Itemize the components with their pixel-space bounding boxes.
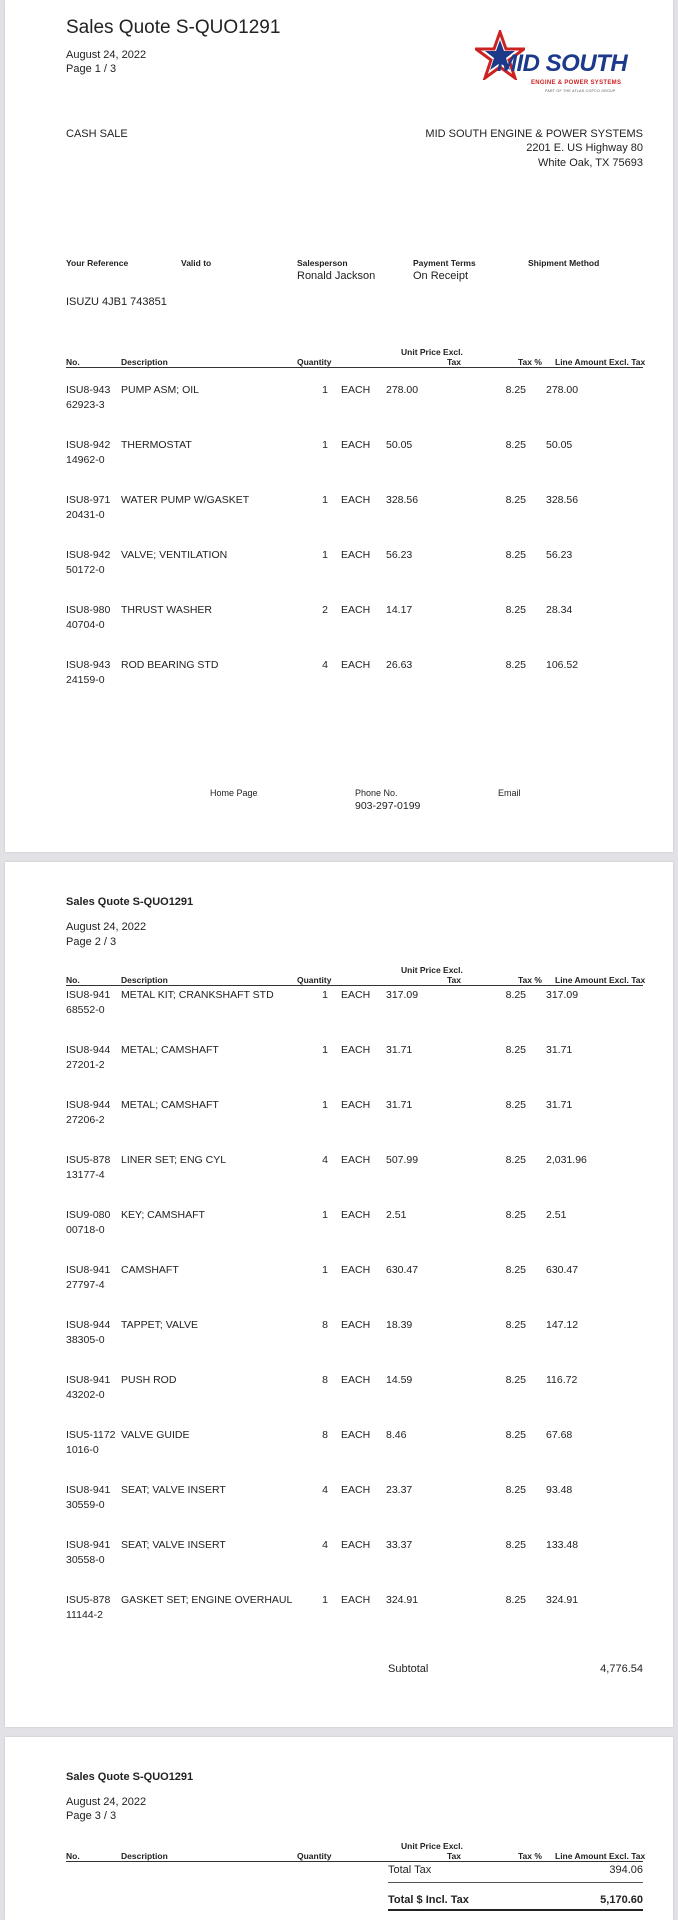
item-tax-percent: 8.25 — [505, 989, 526, 1001]
item-tax-percent: 8.25 — [505, 494, 526, 506]
item-tax-percent: 8.25 — [505, 439, 526, 451]
item-unit-price: 26.63 — [386, 659, 413, 671]
item-number: ISU9-08000718-0 — [66, 1209, 111, 1236]
item-unit: EACH — [341, 494, 371, 506]
item-number: ISU8-94130559-0 — [66, 1484, 111, 1511]
item-description: PUMP ASM; OIL — [121, 384, 199, 396]
item-number: ISU8-94130558-0 — [66, 1539, 111, 1566]
document-title: Sales Quote S-QUO1291 — [66, 17, 281, 38]
item-line-amount: 133.48 — [546, 1539, 579, 1551]
item-tax-percent: 8.25 — [505, 1154, 526, 1166]
item-line-amount: 328.56 — [546, 494, 579, 506]
document-date: August 24, 2022 — [66, 1796, 147, 1808]
item-unit: EACH — [341, 659, 371, 671]
item-quantity: 4 — [322, 1154, 328, 1166]
company-name: MID SOUTH ENGINE & POWER SYSTEMS — [425, 128, 643, 140]
item-unit: EACH — [341, 1374, 371, 1386]
item-description: WATER PUMP W/GASKET — [121, 494, 250, 506]
item-description: THERMOSTAT — [121, 439, 192, 451]
item-unit-price: 324.91 — [386, 1594, 419, 1606]
item-quantity: 8 — [322, 1319, 328, 1331]
quantity-header: Quantity — [297, 357, 332, 367]
header-rule — [66, 1861, 643, 1862]
item-tax-percent: 8.25 — [505, 1539, 526, 1551]
item-quantity: 4 — [322, 1484, 328, 1496]
item-tax-percent: 8.25 — [505, 1594, 526, 1606]
document-date: August 24, 2022 — [66, 49, 147, 61]
item-unit-price: 2.51 — [386, 1209, 407, 1221]
item-description: CAMSHAFT — [121, 1264, 179, 1276]
phone-value: 903-297-0199 — [355, 800, 421, 812]
item-tax-percent: 8.25 — [505, 1484, 526, 1496]
item-quantity: 1 — [322, 1099, 328, 1111]
item-unit: EACH — [341, 549, 371, 561]
item-quantity: 1 — [322, 384, 328, 396]
item-line-amount: 56.23 — [546, 549, 573, 561]
item-unit: EACH — [341, 604, 371, 616]
item-quantity: 1 — [322, 439, 328, 451]
item-quantity: 8 — [322, 1374, 328, 1386]
item-unit-price: 23.37 — [386, 1484, 413, 1496]
quote-page-3 — [5, 1737, 673, 1920]
item-number: ISU8-98040704-0 — [66, 604, 111, 631]
item-unit-price: 18.39 — [386, 1319, 413, 1331]
item-unit-price: 507.99 — [386, 1154, 419, 1166]
description-header: Description — [121, 357, 168, 367]
item-number: ISU8-94168552-0 — [66, 989, 111, 1016]
header-rule — [66, 985, 643, 986]
item-unit: EACH — [341, 1264, 371, 1276]
line-amount-header: Line Amount Excl. Tax — [555, 1851, 646, 1861]
unit-price-header-line1: Unit Price Excl. — [401, 1841, 463, 1851]
item-description: KEY; CAMSHAFT — [121, 1209, 205, 1221]
item-unit: EACH — [341, 1044, 371, 1056]
item-number: ISU8-97120431-0 — [66, 494, 111, 521]
item-unit: EACH — [341, 1429, 371, 1441]
your-reference-label: Your Reference — [66, 258, 129, 268]
logo-name: MID SOUTH — [497, 50, 628, 77]
item-quantity: 1 — [322, 1264, 328, 1276]
customer-label: CASH SALE — [66, 128, 128, 140]
logo-tagline: PART OF THE ATLAS COPCO GROUP — [545, 89, 616, 93]
item-unit-price: 31.71 — [386, 1044, 413, 1056]
item-line-amount: 50.05 — [546, 439, 573, 451]
item-quantity: 1 — [322, 1594, 328, 1606]
salesperson-value: Ronald Jackson — [297, 270, 376, 282]
item-quantity: 8 — [322, 1429, 328, 1441]
item-number: ISU5-11721016-0 — [66, 1429, 116, 1456]
item-description: GASKET SET; ENGINE OVERHAUL — [121, 1594, 293, 1606]
unit-price-header-line1: Unit Price Excl. — [401, 965, 463, 975]
item-line-amount: 31.71 — [546, 1099, 573, 1111]
no-header: No. — [66, 1851, 80, 1861]
item-quantity: 4 — [322, 659, 328, 671]
item-tax-percent: 8.25 — [505, 1209, 526, 1221]
document-title: Sales Quote S-QUO1291 — [66, 896, 194, 908]
item-description: VALVE GUIDE — [121, 1429, 190, 1441]
item-line-amount: 317.09 — [546, 989, 579, 1001]
grand-total-value: 5,170.60 — [600, 1894, 643, 1906]
tax-pct-header: Tax % — [518, 975, 542, 985]
item-tax-percent: 8.25 — [505, 1044, 526, 1056]
item-description: LINER SET; ENG CYL — [121, 1154, 227, 1166]
item-unit-price: 14.17 — [386, 604, 413, 616]
valid-to-label: Valid to — [181, 258, 212, 268]
total-tax-value: 394.06 — [609, 1864, 643, 1876]
item-tax-percent: 8.25 — [505, 549, 526, 561]
item-unit: EACH — [341, 1539, 371, 1551]
company-address-line1: 2201 E. US Highway 80 — [526, 142, 643, 154]
item-unit: EACH — [341, 1209, 371, 1221]
item-number: ISU8-94250172-0 — [66, 549, 111, 576]
item-line-amount: 278.00 — [546, 384, 579, 396]
unit-price-header-line2: Tax — [447, 357, 462, 367]
logo-subtitle: ENGINE & POWER SYSTEMS — [531, 80, 622, 86]
item-line-amount: 93.48 — [546, 1484, 573, 1496]
item-unit-price: 630.47 — [386, 1264, 419, 1276]
line-amount-header: Line Amount Excl. Tax — [555, 975, 646, 985]
email-label: Email — [498, 788, 521, 798]
item-line-amount: 2.51 — [546, 1209, 567, 1221]
item-unit: EACH — [341, 989, 371, 1001]
item-number: ISU5-87813177-4 — [66, 1154, 111, 1181]
item-description: TAPPET; VALVE — [121, 1319, 199, 1331]
page-number: Page 3 / 3 — [66, 1810, 117, 1822]
no-header: No. — [66, 975, 80, 985]
item-unit-price: 328.56 — [386, 494, 419, 506]
item-description: THRUST WASHER — [121, 604, 213, 616]
grand-total-label: Total $ Incl. Tax — [388, 1894, 469, 1906]
item-unit-price: 56.23 — [386, 549, 413, 561]
item-line-amount: 324.91 — [546, 1594, 579, 1606]
item-unit: EACH — [341, 1319, 371, 1331]
item-description: PUSH ROD — [121, 1374, 177, 1386]
item-unit-price: 33.37 — [386, 1539, 413, 1551]
item-description: METAL; CAMSHAFT — [121, 1099, 219, 1111]
subtotal-value: 4,776.54 — [600, 1663, 643, 1675]
quote-page-1 — [5, 0, 673, 852]
item-number: ISU5-87811144-2 — [66, 1594, 111, 1621]
payment-terms-value: On Receipt — [413, 270, 469, 282]
item-unit-price: 278.00 — [386, 384, 419, 396]
item-unit-price: 8.46 — [386, 1429, 407, 1441]
unit-price-header-line2: Tax — [447, 1851, 462, 1861]
unit-price-header-line1: Unit Price Excl. — [401, 347, 463, 357]
no-header: No. — [66, 357, 80, 367]
item-quantity: 4 — [322, 1539, 328, 1551]
item-unit: EACH — [341, 384, 371, 396]
quantity-header: Quantity — [297, 975, 332, 985]
item-unit-price: 14.59 — [386, 1374, 413, 1386]
item-description: VALVE; VENTILATION — [121, 549, 228, 561]
item-number: ISU8-94127797-4 — [66, 1264, 111, 1291]
item-description: SEAT; VALVE INSERT — [121, 1484, 226, 1496]
tax-pct-header: Tax % — [518, 1851, 542, 1861]
item-number: ISU8-94427201-2 — [66, 1044, 111, 1071]
item-tax-percent: 8.25 — [505, 384, 526, 396]
item-line-amount: 630.47 — [546, 1264, 579, 1276]
item-line-amount: 28.34 — [546, 604, 573, 616]
shipment-method-label: Shipment Method — [528, 258, 600, 268]
item-tax-percent: 8.25 — [505, 604, 526, 616]
subtotal-label: Subtotal — [388, 1663, 429, 1675]
item-tax-percent: 8.25 — [505, 1099, 526, 1111]
item-unit: EACH — [341, 1099, 371, 1111]
unit-price-header-line2: Tax — [447, 975, 462, 985]
item-unit-price: 31.71 — [386, 1099, 413, 1111]
page-number: Page 1 / 3 — [66, 63, 117, 75]
item-unit-price: 317.09 — [386, 989, 419, 1001]
item-unit: EACH — [341, 1594, 371, 1606]
description-header: Description — [121, 1851, 168, 1861]
item-number: ISU8-94143202-0 — [66, 1374, 111, 1401]
line-amount-header: Line Amount Excl. Tax — [555, 357, 646, 367]
item-line-amount: 31.71 — [546, 1044, 573, 1056]
item-number: ISU8-94438305-0 — [66, 1319, 111, 1346]
item-unit: EACH — [341, 1154, 371, 1166]
item-line-amount: 147.12 — [546, 1319, 579, 1331]
item-description: SEAT; VALVE INSERT — [121, 1539, 226, 1551]
item-tax-percent: 8.25 — [505, 1374, 526, 1386]
quantity-header: Quantity — [297, 1851, 332, 1861]
item-line-amount: 2,031.96 — [546, 1154, 587, 1166]
item-number: ISU8-94362923-3 — [66, 384, 111, 411]
item-quantity: 1 — [322, 1209, 328, 1221]
item-tax-percent: 8.25 — [505, 1264, 526, 1276]
tax-pct-header: Tax % — [518, 357, 542, 367]
item-description: METAL; CAMSHAFT — [121, 1044, 219, 1056]
home-page-label: Home Page — [210, 788, 258, 798]
document-title: Sales Quote S-QUO1291 — [66, 1771, 194, 1783]
payment-terms-label: Payment Terms — [413, 258, 476, 268]
quote-page-2 — [5, 862, 673, 1727]
item-tax-percent: 8.25 — [505, 1429, 526, 1441]
item-quantity: 1 — [322, 1044, 328, 1056]
item-quantity: 1 — [322, 549, 328, 561]
item-line-amount: 67.68 — [546, 1429, 573, 1441]
item-line-amount: 106.52 — [546, 659, 579, 671]
item-number: ISU8-94324159-0 — [66, 659, 111, 686]
total-tax-label: Total Tax — [388, 1864, 432, 1876]
item-tax-percent: 8.25 — [505, 1319, 526, 1331]
description-header: Description — [121, 975, 168, 985]
item-description: ROD BEARING STD — [121, 659, 219, 671]
item-line-amount: 116.72 — [546, 1374, 578, 1386]
item-number: ISU8-94427206-2 — [66, 1099, 111, 1126]
salesperson-label: Salesperson — [297, 258, 348, 268]
item-tax-percent: 8.25 — [505, 659, 526, 671]
phone-label: Phone No. — [355, 788, 398, 798]
item-number: ISU8-94214962-0 — [66, 439, 111, 466]
item-quantity: 2 — [322, 604, 328, 616]
item-unit: EACH — [341, 1484, 371, 1496]
page-number: Page 2 / 3 — [66, 936, 117, 948]
company-address-line2: White Oak, TX 75693 — [538, 157, 643, 169]
company-logo — [475, 28, 635, 96]
item-quantity: 1 — [322, 989, 328, 1001]
item-description: METAL KIT; CRANKSHAFT STD — [121, 989, 274, 1001]
total-rule-top — [388, 1882, 643, 1883]
header-rule — [66, 367, 643, 368]
engine-reference: ISUZU 4JB1 743851 — [66, 296, 167, 308]
item-unit: EACH — [341, 439, 371, 451]
item-unit-price: 50.05 — [386, 439, 413, 451]
document-date: August 24, 2022 — [66, 921, 147, 933]
total-rule-bottom — [388, 1909, 643, 1911]
item-quantity: 1 — [322, 494, 328, 506]
